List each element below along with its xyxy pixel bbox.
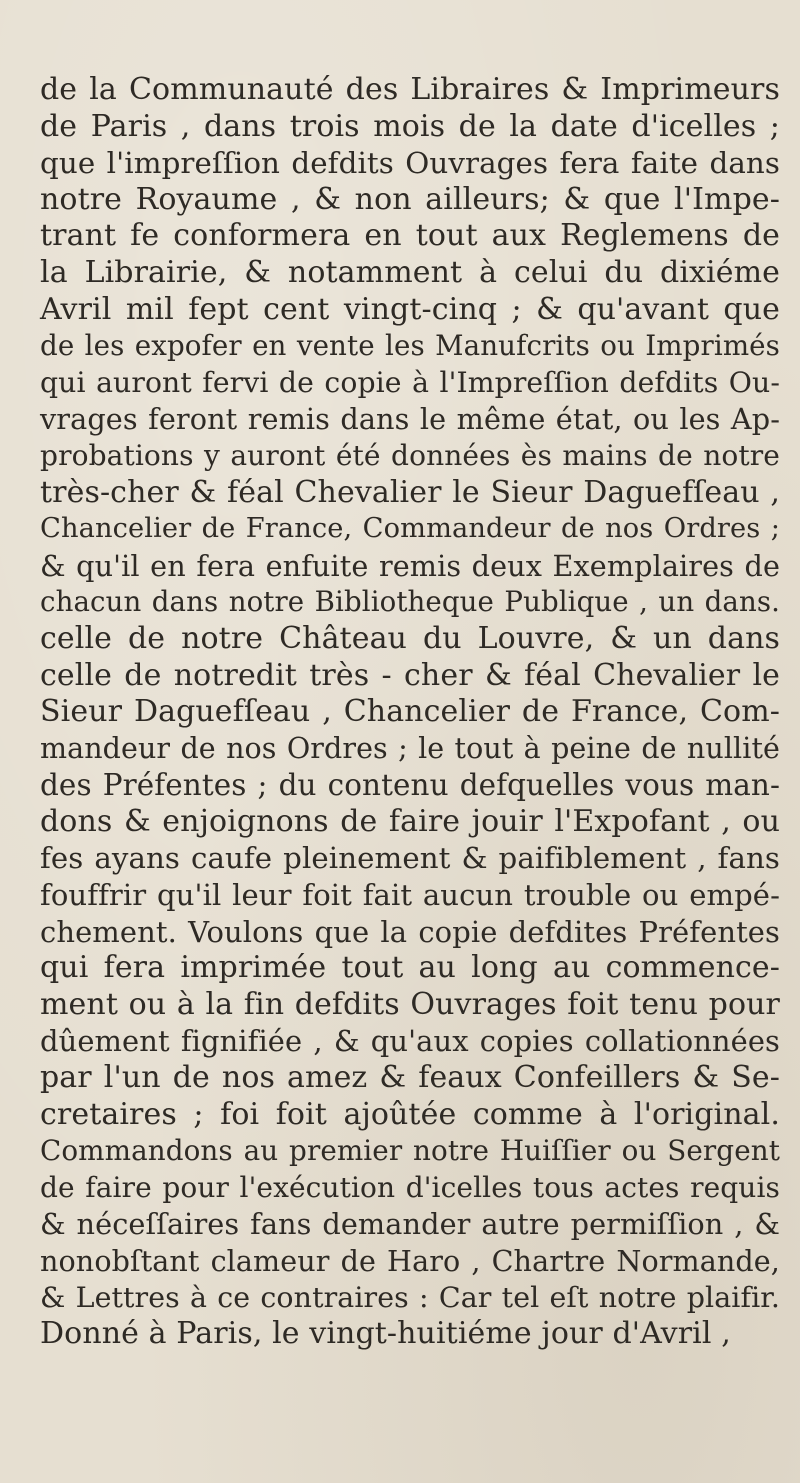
- text-line-1: de la Communauté des Libraires & Imprimeurs: [40, 72, 780, 107]
- text-line-21: dons & enjoignons de faire jouir l'Expofant , ou: [40, 803, 780, 839]
- text-line-10: vrages feront remis dans le même état, ou les Ap-: [40, 402, 780, 437]
- text-line-3: que l'impreſſion defdits Ouvrages fera faite dans: [40, 146, 780, 181]
- text-line-32: & néceſſaires fans demander autre permiſſion , &: [40, 1207, 780, 1242]
- text-line-6: la Librairie, & notamment à celui du dixiéme: [40, 254, 780, 290]
- text-line-28: par l'un de nos amez & feaux Confeillers & Se-: [40, 1060, 780, 1096]
- text-line-27: dûement fignifiée , & qu'aux copies collationnées: [40, 1024, 780, 1059]
- text-line-18: Sieur Daguefſeau , Chancelier de France, Com-: [40, 694, 780, 730]
- text-line-34: & Lettres à ce contraires : Car tel eſt notre plaifir.: [40, 1280, 780, 1314]
- text-line-24: chement. Voulons que la copie defdites Préfentes: [40, 914, 780, 949]
- text-line-35: Donné à Paris, le vingt-huitiéme jour d'Avril ,: [40, 1316, 731, 1352]
- text-line-31: de faire pour l'exécution d'icelles tous actes requis: [40, 1170, 780, 1204]
- text-line-33: nonobſtant clameur de Haro , Chartre Normande,: [40, 1244, 780, 1278]
- text-line-23: fouffrir qu'il leur foit fait aucun trouble ou empé-: [40, 878, 780, 913]
- text-line-2: de Paris , dans trois mois de la date d'icelles ;: [40, 108, 780, 144]
- text-line-11: probations y auront été données ès mains de notre: [40, 438, 780, 472]
- text-line-17: celle de notredit très - cher & féal Chevalier le: [40, 657, 780, 693]
- text-line-9: qui auront fervi de copie à l'Impreſſion defdits Ou-: [40, 365, 780, 399]
- text-line-19: mandeur de nos Ordres ; le tout à peine de nullité: [40, 731, 780, 765]
- page-text: [40, 72, 780, 1353]
- text-line-25: qui fera imprimée tout au long au commence-: [40, 950, 780, 986]
- text-line-16: celle de notre Château du Louvre, & un dans: [40, 620, 780, 656]
- text-line-14: & qu'il en fera enfuite remis deux Exemplaires de: [40, 548, 780, 583]
- text-line-5: trant fe conformera en tout aux Reglemens de: [40, 218, 780, 254]
- text-line-15: chacun dans notre Bibliotheque Publique , un dans.: [40, 585, 780, 619]
- text-line-8: de les expofer en vente les Manufcrits ou Imprimés: [40, 329, 780, 363]
- text-line-29: cretaires ; foi foit ajoûtée comme à l'original.: [40, 1096, 780, 1132]
- text-line-7: Avril mil fept cent vingt-cinq ; & qu'avant que: [40, 291, 780, 327]
- text-line-20: des Préfentes ; du contenu defquelles vous man-: [40, 768, 780, 803]
- text-line-4: notre Royaume , & non ailleurs; & que l'Impe-: [40, 181, 780, 217]
- text-line-26: ment ou à la fin defdits Ouvrages foit tenu pour: [40, 986, 780, 1022]
- text-line-12: très-cher & féal Chevalier le Sieur Daguefſeau ,: [40, 474, 780, 510]
- text-line-22: fes ayans caufe pleinement & paifiblement , fans: [40, 841, 780, 876]
- text-line-30: Commandons au premier notre Huiſſier ou Sergent: [40, 1134, 780, 1168]
- text-line-13: Chancelier de France, Commandeur de nos Ordres ;: [40, 513, 780, 545]
